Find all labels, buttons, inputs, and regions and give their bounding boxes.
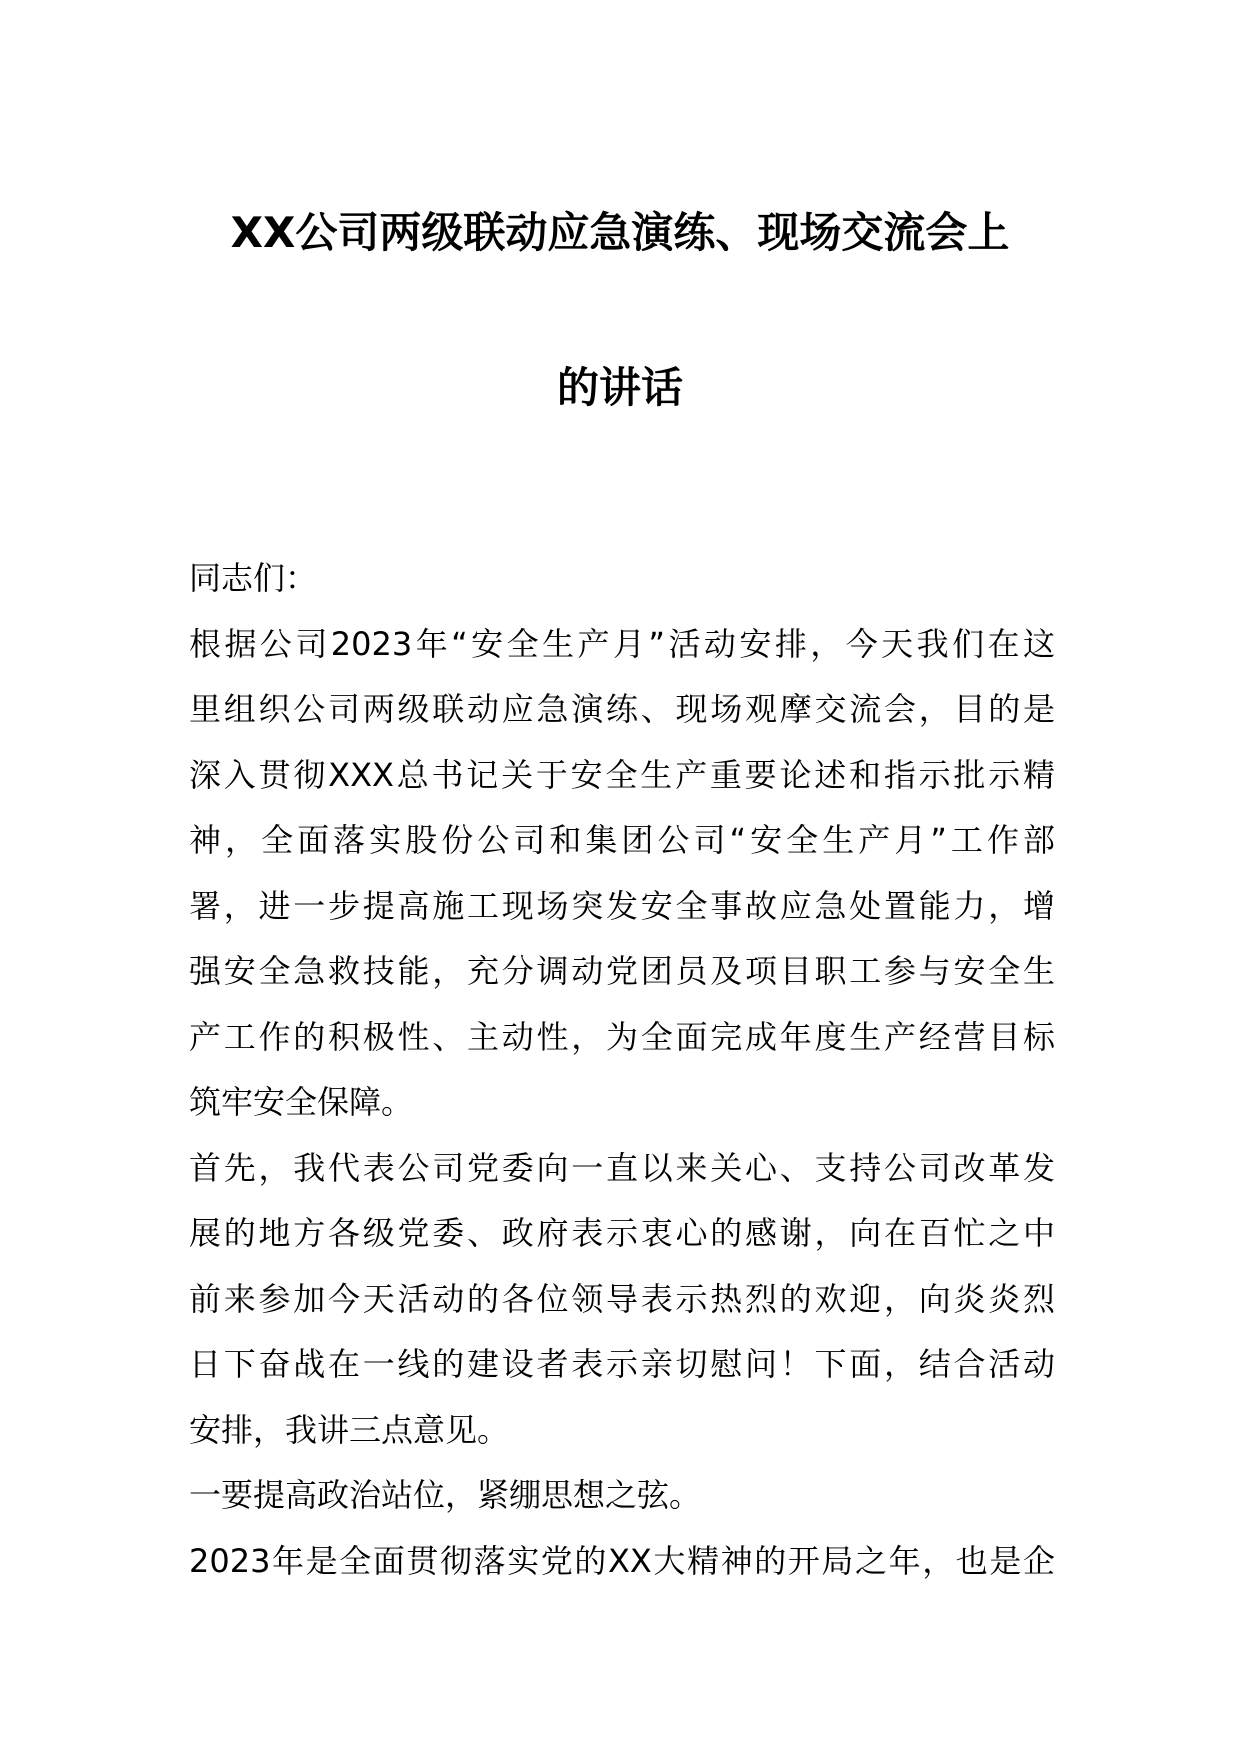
paragraph-line: 产工作的积极性、主动性，为全面完成年度生产经营目标: [189, 1017, 1055, 1056]
section-heading: 一要提高政治站位，紧绷思想之弦。: [189, 1476, 702, 1514]
paragraph-line: 2023年是全面贯彻落实党的XX大精神的开局之年，也是企: [189, 1541, 1055, 1580]
paragraph-line: 首先，我代表公司党委向一直以来关心、支持公司改革发: [189, 1148, 1055, 1187]
document-body: [189, 546, 1055, 1594]
paragraph-line: 展的地方各级党委、政府表示衷心的感谢，向在百忙之中: [189, 1214, 1055, 1252]
paragraph-line: 署，进一步提高施工现场突发安全事故应急处置能力，增: [189, 886, 1055, 925]
paragraph-line: 深入贯彻XXX总书记关于安全生产重要论述和指示批示精: [189, 755, 1055, 794]
paragraph-line: 强安全急救技能，充分调动党团员及项目职工参与安全生: [189, 952, 1055, 990]
paragraph-line: 筑牢安全保障。: [189, 1083, 414, 1121]
paragraph-line: 里组织公司两级联动应急演练、现场观摩交流会，目的是: [189, 690, 1055, 728]
paragraph-line: 神，全面落实股份公司和集团公司“安全生产月”工作部: [189, 821, 1055, 859]
salutation: 同志们：: [189, 559, 318, 597]
document-title-line-1: XX公司两级联动应急演练、现场交流会上: [230, 208, 1010, 257]
document-title-line-2: 的讲话: [556, 363, 683, 412]
paragraph-line: 前来参加今天活动的各位领导表示热烈的欢迎，向炎炎烈: [189, 1279, 1055, 1318]
paragraph-line: 安排，我讲三点意见。: [189, 1410, 510, 1449]
paragraph-line: 根据公司2023年“安全生产月”活动安排，今天我们在这: [189, 624, 1055, 663]
paragraph-line: 日下奋战在一线的建设者表示亲切慰问！下面，结合活动: [189, 1345, 1055, 1383]
